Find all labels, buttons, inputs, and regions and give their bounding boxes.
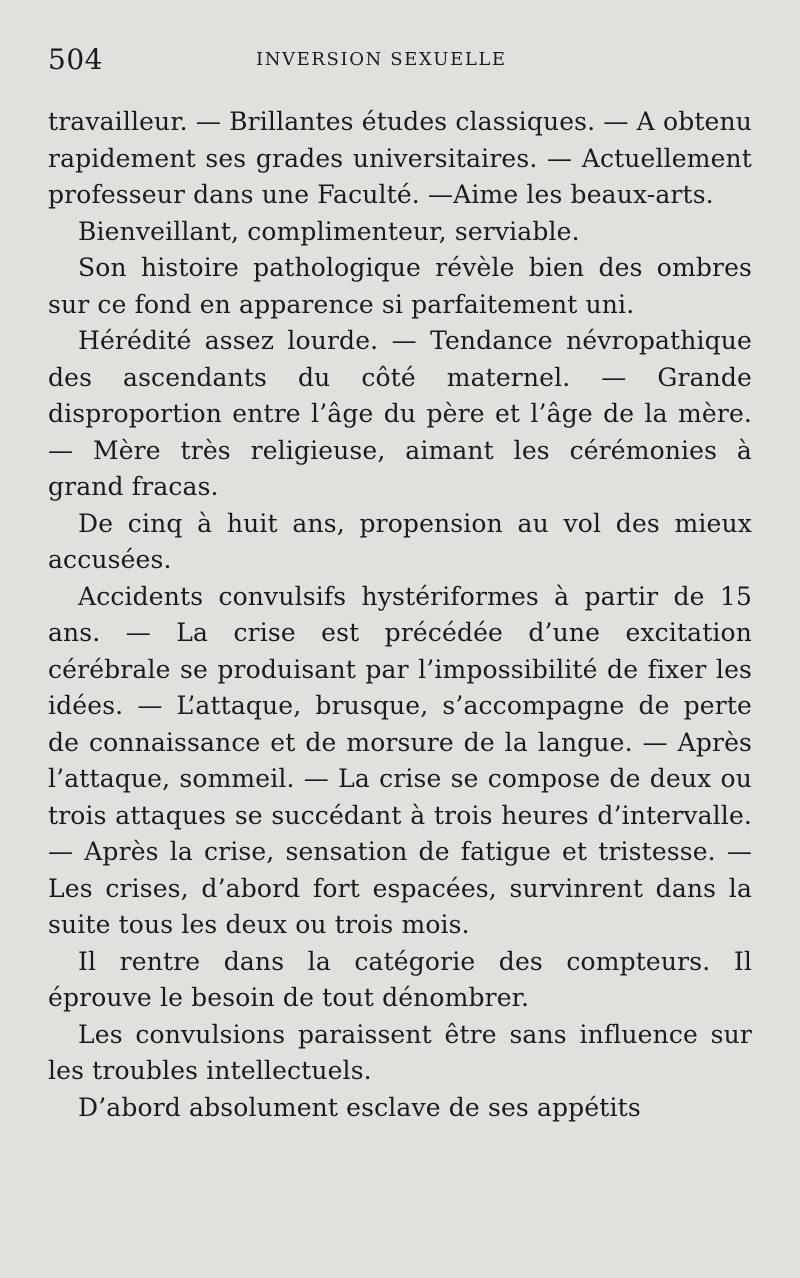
paragraph: Hérédité assez lourde. — Tendance névropathique des ascendants du côté maternel. — Grande disproportion entre l’âge du père et l’âge de la mère. — Mère très religieuse, aimant les cérémonies à grand fracas.: [48, 326, 752, 501]
paragraph: Accidents convulsifs hystériformes à partir de 15 ans. — La crise est précédée d’une excitation cérébrale se produisant par l’impossibilité de fixer les idées. — L’attaque, brusque, s’accompagne de perte de connaissance et de morsure de la langue. — Après l’attaque, sommeil. — La crise se compose de deux ou trois attaques se succédant à trois heures d’intervalle. — Après la crise, sensation de fatigue et tristesse. — Les crises, d’abord fort espacées, survinrent dans la suite tous les deux ou trois mois.: [48, 581, 752, 939]
body-text: [48, 104, 752, 1126]
paragraph: Bienveillant, complimenteur, serviable.: [78, 216, 580, 246]
running-header: [48, 38, 752, 82]
running-title: INVERSION SEXUELLE: [256, 49, 507, 70]
paragraph-continued: travailleur. — Brillantes études classiques. — A obtenu rapidement ses grades universitaires. — Actuellement professeur dans une Faculté. —Aime les beaux-arts.: [48, 107, 752, 209]
paragraph: De cinq à huit ans, propension au vol des mieux accusées.: [48, 508, 752, 574]
page-number: 504: [48, 43, 103, 76]
paragraph: Il rentre dans la catégorie des compteurs. Il éprouve le besoin de tout dénombrer.: [48, 946, 752, 1012]
paragraph: Son histoire pathologique révèle bien des ombres sur ce fond en apparence si parfaitement uni.: [48, 253, 752, 319]
paragraph: D’abord absolument esclave de ses appétits: [78, 1092, 641, 1122]
paragraph: Les convulsions paraissent être sans influence sur les troubles intellectuels.: [48, 1019, 752, 1085]
